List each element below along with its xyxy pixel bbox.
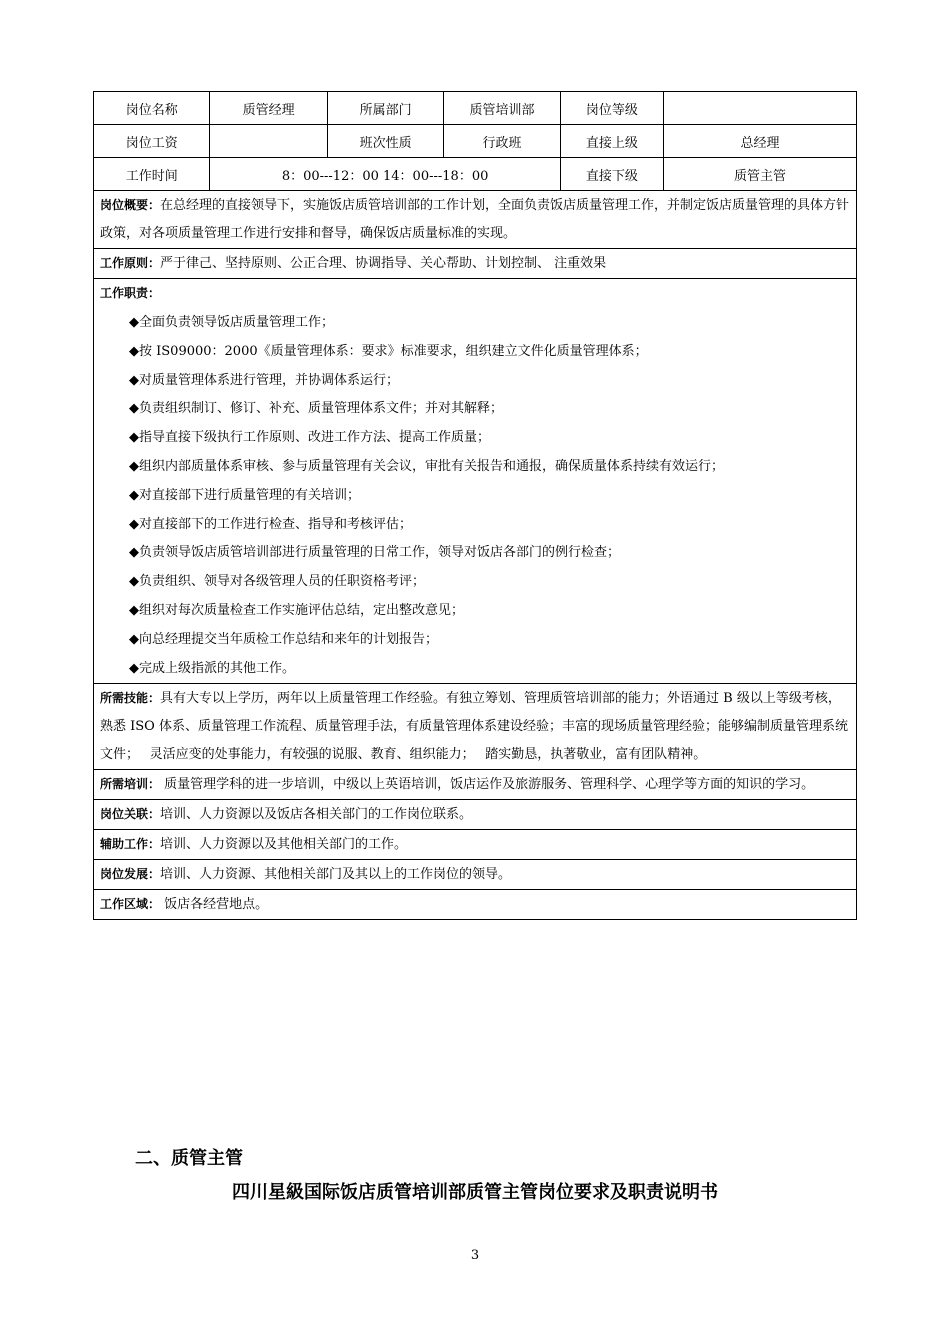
duty-item: ◆全面负责领导饭店质量管理工作； xyxy=(129,315,334,330)
cell-hours-label: 工作时间 xyxy=(94,158,210,191)
cell-position-name-label: 岗位名称 xyxy=(94,92,210,125)
overview-cell xyxy=(94,191,857,249)
principles-row xyxy=(94,249,857,279)
duties-label: 工作职责： xyxy=(100,286,161,300)
duty-item: ◆按 IS09000：2000《质量管理体系：要求》标准要求，组织建立文件化质量管理体系； xyxy=(129,343,648,359)
development-cell xyxy=(94,860,857,890)
cell-superior-label: 直接上级 xyxy=(560,125,663,158)
overview-text: 在总经理的直接领导下，实施饭店质管培训部的工作计划，全面负责饭店质量管理工作，并制定饭店质量管理的具体方针政策，对各项质量管理工作进行安排和督导，确保饭店质量标准的实现。 xyxy=(100,198,850,241)
development-text: 培训、人力资源、其他相关部门及其以上的工作岗位的领导。 xyxy=(160,867,512,883)
page-number: 3 xyxy=(470,1248,480,1263)
cell-salary-value xyxy=(210,125,327,158)
overview-label: 岗位概要： xyxy=(100,198,161,212)
training-label: 所需培训： xyxy=(100,777,161,792)
area-label: 工作区域： xyxy=(100,897,161,912)
duty-item: ◆指导直接下级执行工作原则、改进工作方法、提高工作质量； xyxy=(129,430,490,446)
cell-department-value: 质管培训部 xyxy=(444,92,560,125)
skills-label: 所需技能： xyxy=(100,691,161,706)
relations-text: 培训、人力资源以及饭店各相关部门的工作岗位联系。 xyxy=(160,807,473,823)
duty-item: ◆向总经理提交当年质检工作总结和来年的计划报告； xyxy=(129,631,438,647)
auxiliary-label: 辅助工作： xyxy=(100,837,161,852)
area-text: 饭店各经营地点。 xyxy=(160,897,269,913)
auxiliary-row xyxy=(94,830,857,860)
header-row-1 xyxy=(94,92,857,125)
principles-text: 严于律己、坚持原则、公正合理、协调指导、关心帮助、计划控制、 注重效果 xyxy=(160,256,607,271)
relations-label: 岗位关联： xyxy=(100,807,161,822)
principles-label: 工作原则： xyxy=(100,256,161,270)
duty-item: ◆对质量管理体系进行管理，并协调体系运行； xyxy=(129,372,399,388)
skills-text: 具有大专以上学历，两年以上质量管理工作经验。有独立筹划、管理质管培训部的能力；外语通过 B 级以上等级考核， 熟悉 ISO 体系、质量管理工作流程、质量管理手法，有质量管理体系建设经验；丰富的现场质量管理经验；能够编制质量管理系统文件； 灵活应变的处事能力，有较强的说服、教育、组织能力； 踏实勤恳，执著敬业，富有团队精神。 xyxy=(100,691,852,763)
relations-row xyxy=(94,800,857,830)
development-label: 岗位发展： xyxy=(100,867,161,882)
duties-row xyxy=(94,279,857,684)
cell-subordinate-label: 直接下级 xyxy=(560,158,663,191)
cell-salary-label: 岗位工资 xyxy=(94,125,210,158)
development-row xyxy=(94,860,857,890)
duty-item: ◆负责领导饭店质管培训部进行质量管理的日常工作，领导对饭店各部门的例行检查； xyxy=(129,545,620,561)
area-row xyxy=(94,890,857,920)
training-cell xyxy=(94,770,857,800)
overview-row xyxy=(94,191,857,249)
cell-position-name-value: 质管经理 xyxy=(210,92,327,125)
duty-item: ◆负责组织、领导对各级管理人员的任职资格考评； xyxy=(129,574,425,590)
cell-superior-value: 总经理 xyxy=(663,125,856,158)
skills-row xyxy=(94,684,857,770)
training-text: 质量管理学科的进一步培训，中级以上英语培训，饭店运作及旅游服务、管理科学、心理学等方面的知识的学习。 xyxy=(160,777,815,793)
auxiliary-cell xyxy=(94,830,857,860)
principles-cell xyxy=(94,249,857,279)
cell-shift-label: 班次性质 xyxy=(327,125,443,158)
job-description-table xyxy=(93,91,857,920)
document-title: 四川星級国际饭店质管培训部质管主管岗位要求及职责说明书 xyxy=(232,1182,718,1203)
duty-item: ◆负责组织制订、修订、补充、质量管理体系文件；并对其解释； xyxy=(129,401,503,417)
cell-shift-value: 行政班 xyxy=(444,125,560,158)
duty-item: ◆对直接部下的工作进行检查、指导和考核评估； xyxy=(129,516,412,532)
duties-cell xyxy=(94,279,857,684)
duty-item: ◆对直接部下进行质量管理的有关培训； xyxy=(129,487,360,503)
duty-item: ◆完成上级指派的其他工作。 xyxy=(129,660,295,676)
cell-grade-label: 岗位等级 xyxy=(560,92,663,125)
section-heading: 二、质管主管 xyxy=(135,1148,243,1169)
training-row xyxy=(94,770,857,800)
duties-list xyxy=(100,309,850,683)
skills-cell xyxy=(94,684,857,770)
area-cell xyxy=(94,890,857,920)
header-row-3 xyxy=(94,158,857,191)
cell-subordinate-value: 质管主管 xyxy=(663,158,856,191)
cell-grade-value xyxy=(663,92,856,125)
cell-department-label: 所属部门 xyxy=(327,92,443,125)
cell-hours-value: 8：00---12：00 14：00---18：00 xyxy=(210,158,560,191)
duty-item: ◆组织内部质量体系审核、参与质量管理有关会议，审批有关报告和通报，确保质量体系持续有效运行； xyxy=(129,458,724,474)
header-row-2 xyxy=(94,125,857,158)
relations-cell xyxy=(94,800,857,830)
duty-item: ◆组织对每次质量检查工作实施评估总结，定出整改意见； xyxy=(129,602,464,618)
auxiliary-text: 培训、人力资源以及其他相关部门的工作。 xyxy=(160,837,408,853)
